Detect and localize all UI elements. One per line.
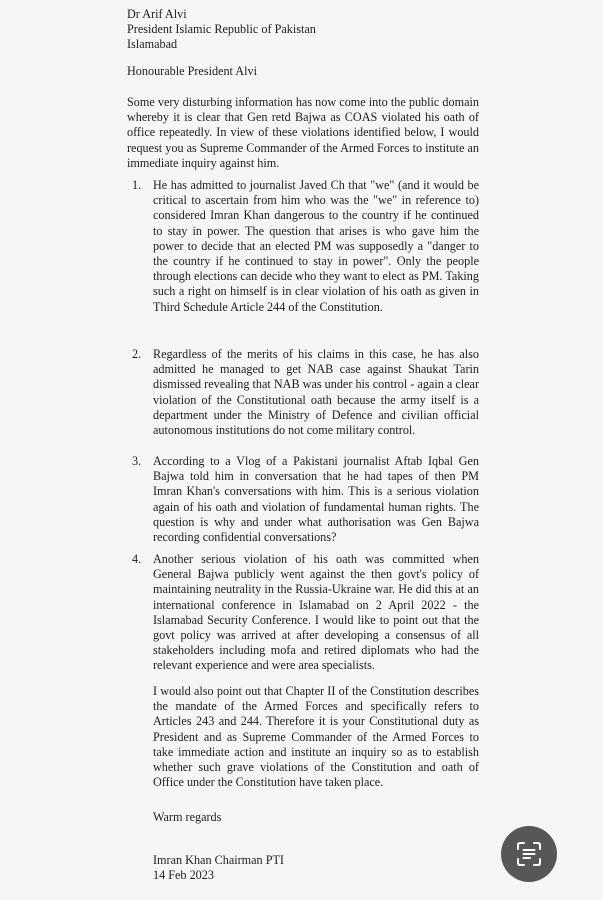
list-item [132, 347, 479, 438]
list-item-number: 2. [132, 347, 142, 361]
salutation: Honourable President Alvi [127, 64, 257, 78]
signature-date: 14 Feb 2023 [153, 868, 214, 882]
regards: Warm regards [153, 810, 222, 824]
closing-paragraph: I would also point out that Chapter II of the Constitution describes the mandate of the Armed Forces and specifically refers to Articles 243 and 244. Therefore it is your Constitutional duty as President and as Supreme Commander of the Armed Forces to take immediate action and institute an inquiry so as to establish whether such grave violations of the Constitution and oath of Office under the Constitution have taken place. [153, 684, 479, 790]
list-item-text: Regardless of the merits of his claims in this case, he has also admitted he managed to get NAB case against Shaukat Tarin dismissed revealing that NAB was under his control - again a clear violation of the Constitutional oath because the army itself is a department under the Ministry of Defence and civilian official autonomous institutions do not come military control. [153, 347, 479, 438]
list-item-text: According to a Vlog of a Pakistani journalist Aftab Iqbal Gen Bajwa told him in conversation that he had tapes of then PM Imran Khan's conversations with him. This is a serious violation again of his oath and violation of fundamental human rights. The question is why and under what authorisation was Gen Bajwa recording confidential conversations? [153, 454, 479, 545]
list-item-number: 3. [132, 454, 142, 468]
signature-name: Imran Khan Chairman PTI [153, 853, 284, 867]
list-item-text: He has admitted to journalist Javed Ch that "we" (and it would be critical to ascertain from him who was the "we" in reference to) considered Imran Khan dangerous to the country if he continued to stay in power. The question that arises is who gave him the power to decide that an elected PM was supposedly a "danger to the country if he continued to stay in power". Only the people through elections can decide who they want to elect as PM. Taking such a right on himself is in clear violation of his oath as given in Third Schedule Article 244 of the Constitution. [153, 178, 479, 314]
scan-text-button[interactable] [501, 826, 557, 882]
list-item-number: 4. [132, 552, 142, 566]
scan-text-icon [514, 839, 544, 869]
list-item [132, 552, 479, 674]
recipient-address [127, 7, 316, 53]
list-item [132, 178, 479, 315]
address-line-name: Dr Arif Alvi [127, 7, 187, 21]
list-item-text: Another serious violation of his oath was committed when General Bajwa publicly went against the then govt's policy of maintaining neutrality in the Russia-Ukraine war. He did this at an international conference in Islamabad on 2 April 2022 - the Islamabad Security Conference. I would like to point out that the govt policy was arrived at after developing a consensus of all stakeholders including mofa and retired diplomats who had the relevant experience and were area specialists. [153, 552, 479, 673]
address-line-city: Islamabad [127, 37, 178, 52]
list-item-number: 1. [132, 178, 142, 192]
address-line-title: President Islamic Republic of Pakistan [127, 22, 316, 37]
intro-paragraph: Some very disturbing information has now come into the public domain whereby it is clear that Gen retd Bajwa as COAS violated his oath of office repeatedly. In view of these violations identified below, I would request you as Supreme Commander of the Armed Forces to institute an immediate inquiry against him. [127, 95, 479, 170]
list-item [132, 454, 479, 545]
